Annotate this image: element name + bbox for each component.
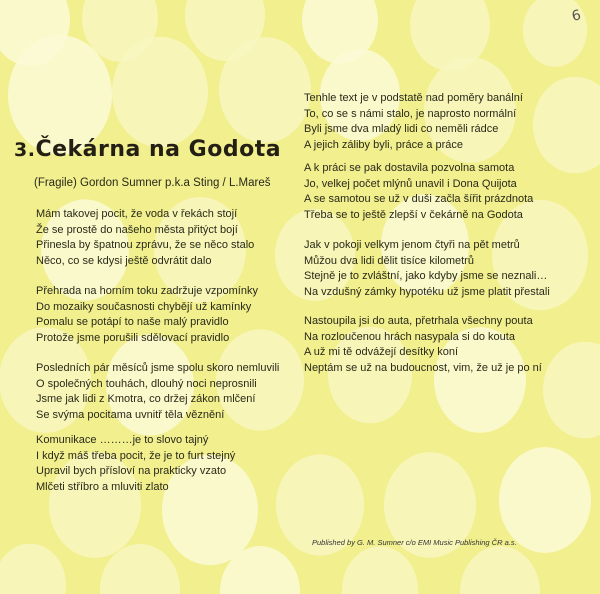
- lyric-line: Byli jsme dva mladý lidi co neměli rádce: [304, 123, 499, 136]
- lyric-line: Přinesla by špatnou zprávu, že se něco stalo: [36, 239, 255, 252]
- lyric-line: I když máš třeba pocit, že je to furt stejný: [36, 449, 236, 462]
- song-credits: (Fragile) Gordon Sumner p.k.a Sting / L.Mareš: [34, 177, 271, 189]
- song-title: Čekárna na Godota: [35, 137, 282, 162]
- lyric-line: Pomalu se potápí to naše malý pravidlo: [36, 316, 229, 329]
- left-stanza-4: [36, 433, 235, 495]
- lyric-line: Můžou dva lidi dělit tisíce kilometrů: [304, 254, 474, 267]
- lyric-line: Upravil bych přísloví na prakticky vzato: [36, 465, 227, 478]
- lyric-line: To, co se s námi stalo, je naprosto normální: [304, 107, 517, 120]
- lyric-line: Nastoupila jsi do auta, přetrhala všechny pouta: [304, 315, 533, 327]
- lyric-line: O společných touhách, dlouhý noci neprosnili: [36, 377, 257, 390]
- lyric-line: A už mi tě odvážejí desítky koní: [304, 346, 459, 359]
- lyric-line: Se svýma pocitama uvnitř těla věznění: [36, 408, 225, 421]
- lyric-line: A jejich záliby byli, práce a práce: [304, 138, 463, 151]
- background-dot: [460, 546, 540, 594]
- lyric-line: Komunikace ………je to slovo tajný: [36, 434, 209, 446]
- lyric-line: Na vzdušný zámky hypotéku už jsme platit přestali: [304, 285, 550, 298]
- right-stanza-1: [304, 91, 523, 153]
- lyric-line: Tenhle text je v podstatě nad poměry banální: [304, 92, 523, 104]
- lyric-line: Stejně je to zvláštní, jako kdyby jsme se neznali…: [304, 270, 548, 283]
- lyric-line: Přehrada na horním toku zadržuje vzpomínky: [36, 285, 258, 297]
- lyric-line: Něco, co se kdysi ještě odvrátit dalo: [36, 254, 212, 267]
- publisher-credit: Published by G. M. Sumner c/o EMI Music Publishing ČR a.s.: [312, 538, 517, 547]
- lyric-line: Že se prostě do našeho města přitýct bojí: [36, 223, 238, 236]
- lyric-line: Neptám se už na budoucnost, vim, že už je po ní: [304, 361, 542, 374]
- lyric-line: Jo, velkej počet mlýnů unavil i Dona Quijota: [304, 177, 517, 190]
- lyric-line: Mám takovej pocit, že voda v řekách stojí: [36, 208, 238, 220]
- lyric-line: Mlčeti stříbro a mluviti zlato: [36, 480, 169, 493]
- lyric-line: Jsme jak lidi z Kmotra, co držej zákon mlčení: [36, 393, 256, 406]
- right-stanza-3: [304, 238, 550, 300]
- background-dot: [533, 77, 600, 174]
- lyric-line: A se samotou se už v duši začla šířit prázdnota: [304, 193, 534, 206]
- background-dot: [543, 342, 600, 439]
- background-dot: [0, 544, 66, 594]
- left-stanza-1: [36, 207, 254, 269]
- lyric-line: A k práci se pak dostavila pozvolna samota: [304, 162, 515, 174]
- lyric-line: Posledních pár měsíců jsme spolu skoro nemluvili: [36, 362, 280, 374]
- lyric-line: Do mozaiky současnosti chybějí už kamínky: [36, 300, 252, 313]
- page-number-handwritten: 6: [570, 7, 583, 25]
- background-dot: [342, 546, 418, 594]
- left-stanza-3: [36, 361, 279, 423]
- song-title-block: [14, 137, 281, 162]
- right-stanza-4: [304, 314, 542, 376]
- right-stanza-2: [304, 161, 533, 223]
- lyric-line: Jak v pokoji velkym jenom čtyři na pět metrů: [304, 239, 520, 251]
- lyric-line: Třeba se to ještě zlepší v čekárně na Godota: [304, 208, 523, 221]
- left-stanza-2: [36, 284, 258, 346]
- track-number: 3.: [14, 139, 36, 161]
- lyric-line: Protože jsme porušili sdělovací pravidlo: [36, 331, 230, 344]
- lyric-line: Na rozloučenou hrách nasypala si do kouta: [304, 330, 515, 343]
